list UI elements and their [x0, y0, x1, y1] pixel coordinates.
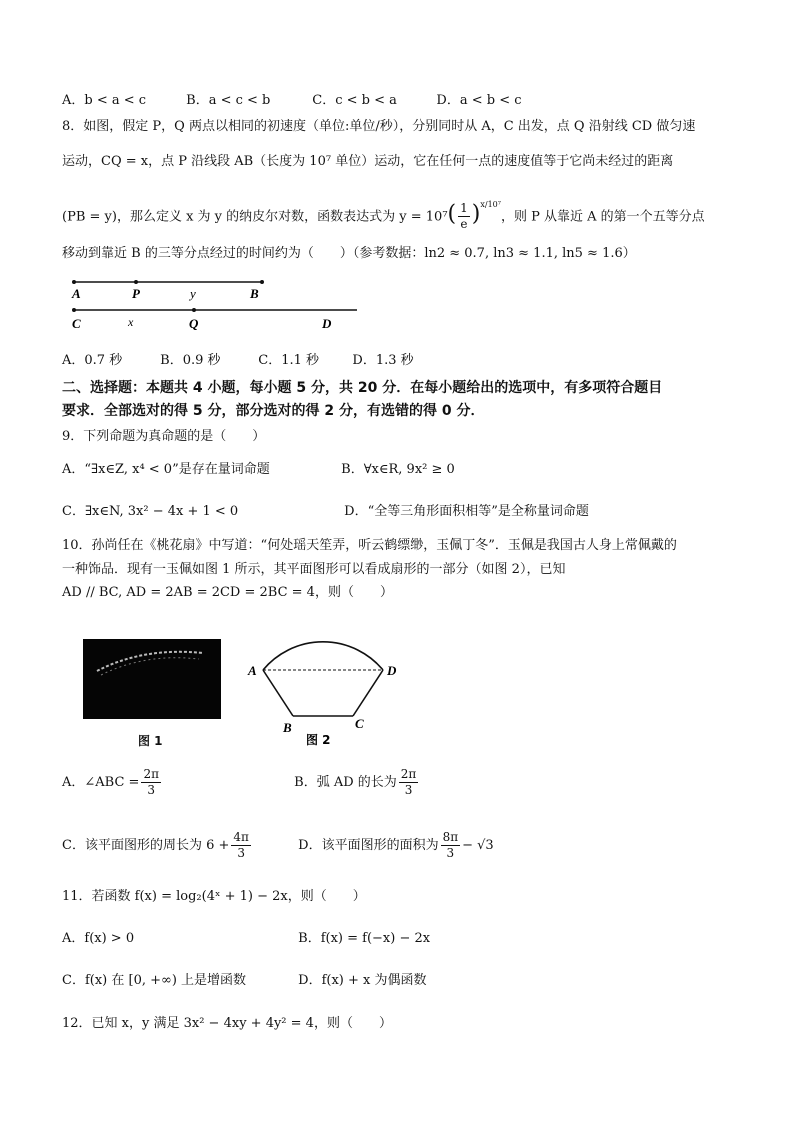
q8-option-d: D．1.3 秒 — [352, 353, 414, 368]
q10-option-b-frac — [399, 767, 419, 798]
q10-options-cd — [62, 828, 494, 864]
q8-option-a: A．0.7 秒 — [62, 353, 123, 368]
q10-option-b-label: B．弧 AD 的长为 — [294, 775, 397, 790]
q9-option-a: A．“∃x∈Z, x⁴ < 0”是存在量词命题 — [62, 462, 270, 477]
segment-ab — [263, 670, 293, 716]
q7-option-b: B．a < c < b — [186, 93, 271, 108]
q8-frac-den: e — [460, 217, 468, 232]
q9-option-b: B．∀x∈R, 9x² ≥ 0 — [341, 462, 455, 477]
q7-option-c: C．c < b < a — [312, 93, 397, 108]
q11-option-c: C．f(x) 在 [0, +∞) 上是增函数 — [62, 973, 247, 988]
q9-options-cd — [62, 503, 589, 521]
q10-stem-line1: 10．孙尚任在《桃花扇》中写道：“何处瑶天笙弄，听云鹤缥缈，玉佩丁冬”．玉佩是我国古人身上常佩戴的 — [62, 538, 677, 553]
q10-stem-line3: AD // BC, AD = 2AB = 2CD = 2BC = 4，则（ ） — [62, 585, 393, 600]
label-q: Q — [189, 316, 199, 331]
sector-diagram — [243, 620, 408, 750]
point-b — [260, 280, 264, 284]
q7-option-d: D．a < b < c — [436, 93, 522, 108]
q11-options-cd — [62, 972, 426, 990]
label-d: D — [322, 316, 332, 331]
q10-options-ab — [62, 765, 420, 801]
figure2-caption: 图 2 — [306, 733, 331, 747]
q11-option-d: D．f(x) + x 为偶函数 — [298, 973, 427, 988]
q8-option-c: C．1.1 秒 — [258, 353, 320, 368]
q10-option-a-frac — [141, 767, 161, 798]
q8-line3-pre: (PB = y)，那么定义 x 为 y 的纳皮尔对数，函数表达式为 y = 10⁷ — [62, 209, 448, 225]
q10-option-b — [294, 765, 420, 801]
q10-option-c-frac — [231, 830, 251, 861]
q10-option-d-label: D．该平面图形的面积为 — [298, 838, 439, 853]
frac-den: 3 — [147, 783, 156, 797]
q8-stem-line3: (PB = y)，那么定义 x 为 y 的纳皮尔对数，函数表达式为 y = 10⁷( $\frac{1}{e}$ )$^{x/10^7}$，则 P 从靠近 A 的第一个五等分点 — [62, 200, 705, 232]
arc-ad — [263, 642, 383, 670]
fig2-label-d: D — [387, 663, 397, 678]
q8-fraction — [458, 201, 470, 232]
frac-den: 3 — [237, 846, 245, 860]
q9-option-c: C．∃x∈N, 3x² − 4x + 1 < 0 — [62, 504, 239, 519]
section2-heading-line1: 二、选择题：本题共 4 小题，每小题 5 分，共 20 分．在每小题给出的选项中，有多项符合题目 — [62, 380, 663, 396]
point-a — [72, 280, 76, 284]
point-c — [72, 308, 76, 312]
q10-stem-line2: 一种饰品．现有一玉佩如图 1 所示，其平面图形可以看成扇形的一部分（如图 2），已知 — [62, 562, 566, 577]
label-p: P — [132, 286, 140, 301]
q10-option-a — [62, 765, 290, 801]
q8-line3-post: ，则 P 从靠近 A 的第一个五等分点 — [500, 209, 705, 225]
frac-num: 2π — [143, 767, 159, 781]
frac-den: 3 — [404, 783, 413, 797]
jade-pendant-photo — [83, 639, 221, 719]
point-q — [192, 308, 196, 312]
q7-options — [62, 92, 522, 110]
q11-option-b: B．f(x) = f(−x) − 2x — [298, 931, 431, 946]
q9-options-ab — [62, 461, 455, 479]
q10-option-d — [298, 828, 494, 864]
frac-den: 3 — [446, 846, 455, 860]
q8-exponent: x/10⁷ — [480, 200, 501, 209]
section2-heading-line2: 要求．全部选对的得 5 分，部分选对的得 2 分，有选错的得 0 分． — [62, 403, 485, 419]
q9-stem: 9．下列命题为真命题的是（ ） — [62, 429, 266, 444]
q8-options — [62, 352, 414, 370]
q10-option-c-label: C．该平面图形的周长为 6 + — [62, 838, 230, 853]
fig2-label-b: B — [283, 720, 292, 735]
q12-stem: 12．已知 x，y 满足 3x² − 4xy + 4y² = 4，则（ ） — [62, 1016, 392, 1031]
frac-num: 2π — [400, 767, 417, 781]
q11-options-ab — [62, 930, 430, 948]
q8-frac-num: 1 — [460, 201, 468, 216]
q11-stem: 11．若函数 f(x) = log₂(4ˣ + 1) − 2x，则（ ） — [62, 889, 366, 904]
frac-num: 4π — [233, 830, 249, 844]
q10-option-d-tail: − √3 — [462, 838, 494, 853]
q9-option-d: D．“全等三角形面积相等”是全称量词命题 — [344, 504, 589, 519]
label-y: y — [190, 286, 196, 301]
pendant-arc — [83, 639, 221, 719]
frac-num: 8π — [442, 830, 459, 844]
figure1-caption: 图 1 — [138, 734, 163, 748]
label-b: B — [250, 286, 259, 301]
q8-stem-line4: 移动到靠近 B 的三等分点经过的时间约为（ ）（参考数据：ln2 ≈ 0.7, ln3 ≈ 1.1, ln5 ≈ 1.6） — [62, 246, 636, 261]
label-a: A — [72, 286, 81, 301]
q8-option-b: B．0.9 秒 — [160, 353, 221, 368]
fig2-label-c: C — [355, 716, 364, 731]
label-x: x — [128, 315, 134, 329]
point-p — [134, 280, 138, 284]
q8-stem-line2: 运动，CQ = x，点 P 沿线段 AB（长度为 10⁷ 单位）运动，它在任何一点的速度值等于它尚未经过的距离 — [62, 154, 674, 169]
label-c: C — [72, 316, 81, 331]
q10-option-a-label: A．∠ABC = — [62, 775, 140, 790]
q10-option-d-frac — [441, 830, 461, 861]
q8-stem-line1: 8．如图，假定 P，Q 两点以相同的初速度（单位:单位/秒），分别同时从 A，C 出发，点 Q 沿射线 CD 做匀速 — [62, 119, 696, 134]
q11-option-a: A．f(x) > 0 — [62, 931, 135, 946]
q7-option-a: A．b < a < c — [62, 93, 147, 108]
q10-option-c — [62, 828, 294, 864]
q8-figure — [62, 272, 362, 334]
segment-cd — [353, 670, 383, 716]
fig2-label-a: A — [248, 663, 257, 678]
